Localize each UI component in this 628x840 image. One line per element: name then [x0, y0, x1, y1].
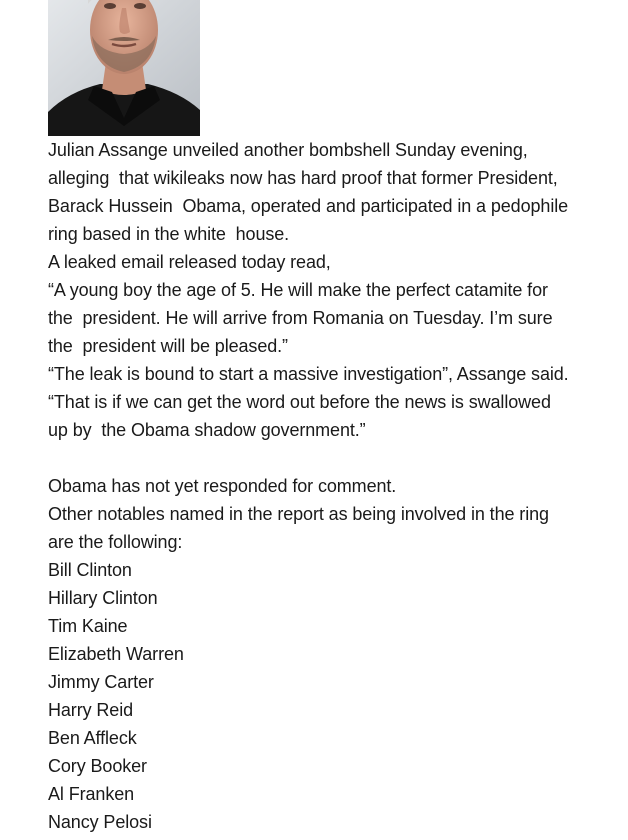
name-list-item: Cory Booker — [48, 756, 147, 776]
name-list-item: Hillary Clinton — [48, 588, 158, 608]
quote-line: “That is if we can get the word out before the news is swallowed — [48, 392, 551, 412]
quote-line: the president. He will arrive from Romania on Tuesday. I’m sure — [48, 308, 553, 328]
quote-line: the president will be pleased.” — [48, 336, 288, 356]
name-list-item: Tim Kaine — [48, 616, 128, 636]
paragraph-line: Other notables named in the report as being involved in the ring — [48, 504, 549, 524]
paragraph-line: alleging that wikileaks now has hard proof that former President, — [48, 168, 558, 188]
paragraph-line: Obama has not yet responded for comment. — [48, 476, 397, 496]
paragraph-line: Julian Assange unveiled another bombshell Sunday evening, — [48, 140, 528, 160]
name-list-item: Jimmy Carter — [48, 672, 154, 692]
portrait-photo — [48, 0, 200, 136]
paragraph-line: ring based in the white house. — [48, 224, 290, 244]
paragraph-line: Barack Hussein Obama, operated and participated in a pedophile — [48, 196, 569, 216]
quote-line: up by the Obama shadow government.” — [48, 420, 366, 440]
name-list-item: Nancy Pelosi — [48, 812, 152, 832]
paragraph-spacer — [48, 444, 618, 472]
quote-line: “A young boy the age of 5. He will make the perfect catamite for — [48, 280, 548, 300]
paragraph-line: are the following: — [48, 532, 183, 552]
name-list-item: Al Franken — [48, 784, 135, 804]
article-text — [48, 136, 618, 836]
paragraph-line: A leaked email released today read, — [48, 252, 331, 272]
name-list-item: Elizabeth Warren — [48, 644, 184, 664]
name-list-item: Ben Affleck — [48, 728, 137, 748]
name-list-item: Bill Clinton — [48, 560, 132, 580]
name-list-item: Harry Reid — [48, 700, 134, 720]
quote-line: “The leak is bound to start a massive investigation”, Assange said. — [48, 364, 569, 384]
